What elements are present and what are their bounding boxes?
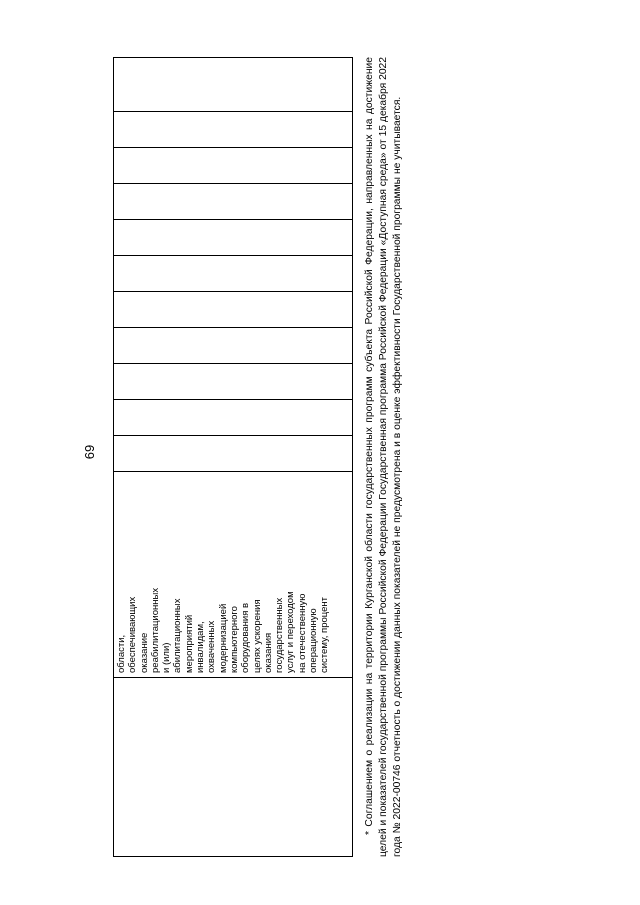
indicator-name-line: абилитационных [172, 598, 184, 673]
table-cell-empty [114, 148, 353, 184]
table-row [114, 58, 353, 857]
indicators-table [113, 57, 353, 857]
indicator-name-line: обеспечивающих [127, 596, 139, 673]
indicator-name-line: операционную [308, 608, 320, 673]
table-cell-empty [114, 256, 353, 292]
indicator-name-line: оказания [262, 632, 274, 673]
table-cell-empty [114, 400, 353, 436]
indicator-name-line: на отечественную [296, 593, 308, 673]
indicator-name-line: систему, процент [319, 597, 331, 673]
table-cell-empty [114, 328, 353, 364]
indicator-name-line: услуг и переходом [285, 591, 297, 673]
indicator-name-line: охваченных [206, 620, 218, 673]
indicator-name-line: государственных [274, 597, 286, 673]
table-cell-empty [114, 436, 353, 472]
indicator-name-line: мероприятий [183, 614, 195, 673]
table-cell-empty [114, 292, 353, 328]
indicator-name-cell [114, 472, 353, 678]
table-cell-empty [114, 58, 353, 112]
indicator-name-line: оказание [138, 632, 150, 673]
footnote [363, 57, 404, 857]
indicator-name [116, 476, 331, 673]
indicator-name-line: компьютерного [228, 606, 240, 673]
table-cell-empty [114, 678, 353, 857]
table-cell-empty [114, 364, 353, 400]
indicator-name-line: инвалидам, [195, 621, 207, 673]
table-cell-empty [114, 112, 353, 148]
indicator-name-line: области, [116, 634, 127, 673]
landscape-content [113, 57, 453, 857]
page-number: 69 [82, 444, 97, 460]
table-cell-empty [114, 220, 353, 256]
indicator-name-line: оборудования в [240, 602, 252, 673]
footnote-text: * Соглашением о реализации на территории Курганской области государственных программ субъекта Российской Федерации, направленных на достижение целей и показателей государственной программы Российской Федерации Государственная программа Российской Федерации «Доступная среда» от 15 декабря 2022 года № 2022-00746 отчетность о достижении данных показателей не предусмотрена и в оценке эффективности Государственной программы не учитывается. [364, 57, 403, 857]
table-cell-empty [114, 184, 353, 220]
indicator-name-line: реабилитационных [149, 587, 161, 673]
indicator-name-line: модернизацией [217, 603, 229, 673]
indicator-name-line: целях ускорения [251, 599, 263, 673]
indicator-name-line: и (или) [161, 642, 173, 673]
